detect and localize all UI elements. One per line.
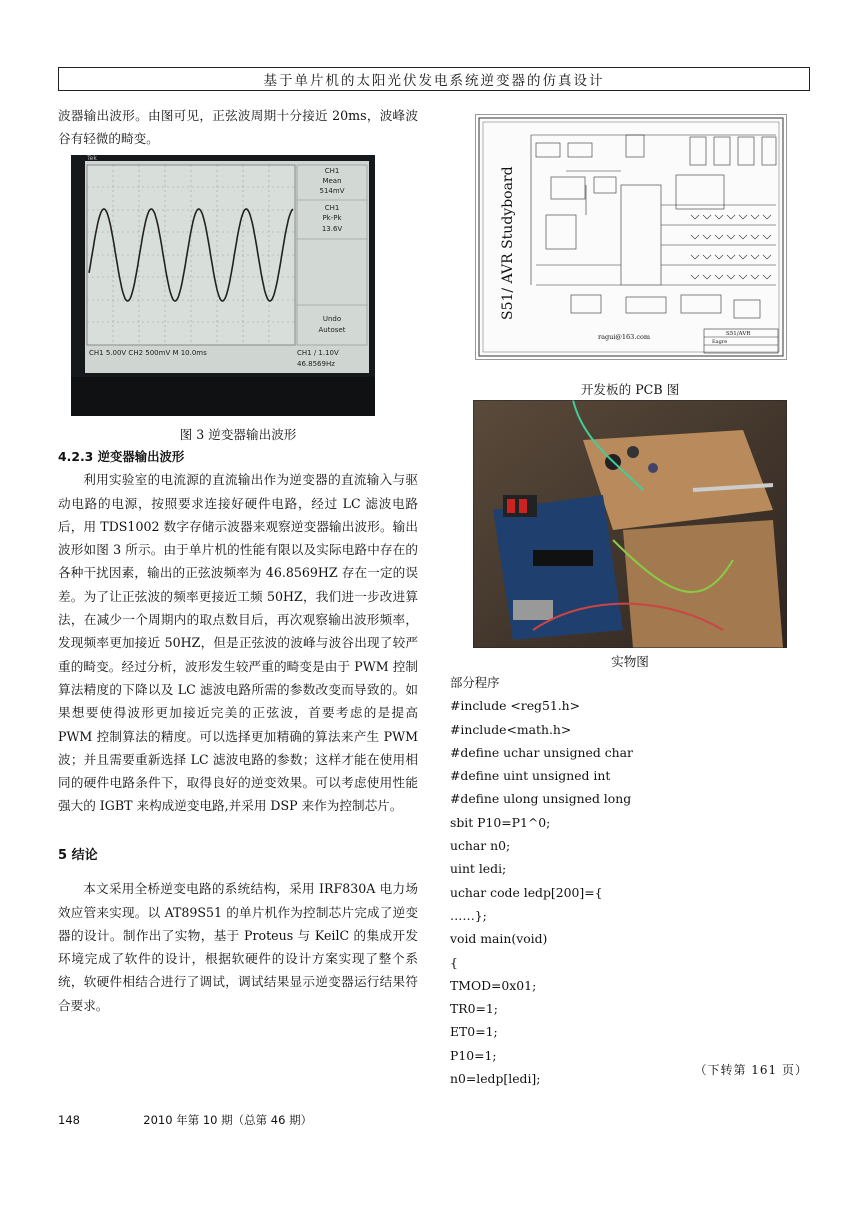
code-line: TR0=1; [450,1001,498,1017]
pcb-schematic [475,114,787,360]
figure3-caption: 图 3 逆变器输出波形 [179,427,297,442]
code-line: #include <reg51.h> [450,698,581,714]
section-423-body: 利用实验室的电流源的直流输出作为逆变器的直流输入与驱动电路的电源，按照要求连接好硬件电路，经过 LC 滤波电路后，用 TDS1002 数字存储示波器来观察逆变器输出波形。输出波形如图 3 所示。由于单片机的性能有限以及实际电路中存在的各种干扰因素，输出的正弦波频率为 46.8569HZ 存在一定的误差。为了让正弦波的频率更接近工频 50HZ，我们进一步改进算法，在减少一个周期内的取点数目后，再次观察输出波形频率，发现频率更加接近 50HZ，但是正弦波的波峰与波谷出现了较严重的畸变。经过分析，波形发生较严重的畸变是由于 PWM 控制算法精度的下降以及 LC 滤波电路所需的参数改变而导致的。如果想要使得波形更加接近完美的正弦波，首要考虑的是提高 PWM 控制算法的精度。可以选择更加精确的算法来产生 PWM 波；并且需要重新选择 LC 滤波电路的参数；这样才能在使用相同的硬件电路条件下，取得良好的逆变效果。可以考虑使用性能强大的 IGBT 来构成逆变电路,并采用 DSP 来作为控制芯片。 [58,472,418,814]
page-footer [58,1112,312,1128]
code-line: #define uchar unsigned char [450,744,633,760]
pcb-email: ragui@163.com [598,333,651,341]
code-line: ……}; [450,907,487,923]
code-line: n0=ledp[ledi]; [450,1071,541,1087]
code-line: void main(void) [450,931,548,947]
scope-bottom-readout: CH1 5.00V CH2 500mV M 10.0ms [89,349,207,357]
page-number: 148 [58,1113,80,1127]
scope-mean-value: 514mV [319,187,345,195]
oscilloscope-photo [71,155,375,416]
section-5-body: 本文采用全桥逆变电路的系统结构，采用 IRF830A 电力场效应管来实现。以 AT89S51 的单片机作为控制芯片完成了逆变器的设计。制作出了实物，基于 Proteus 与 KeilC 的集成开发环境完成了软件的设计，根据软硬件的设计方案实现了整个系统，软硬件相结合进行了调试，调试结果显示逆变器运行结果符合要求。 [58,881,418,1013]
scope-pkpk-label: Pk-Pk [322,214,342,222]
pcb-titleblock-name: S51/AVR [726,331,751,337]
pcb-drawing [476,115,786,359]
scope-ch1-label: CH1 [324,167,340,175]
code-line: { [450,954,458,970]
code-line: P10=1; [450,1047,497,1063]
code-line: sbit P10=P1^0; [450,814,551,830]
scope-pkpk-value: 13.6V [321,225,343,233]
pcb-caption: 开发板的 PCB 图 [580,382,680,397]
scope-freq-readout: 46.8569Hz [297,360,335,368]
code-line: #include<math.h> [450,721,572,737]
pcb-brand-text: S51/ AVR Studyboard [500,166,516,320]
scope-mean-label: Mean [322,177,342,185]
oscilloscope-screen [71,155,375,416]
code-line: uchar n0; [450,838,511,854]
intro-paragraph: 波器输出波形。由图可见，正弦波周期十分接近 20ms，波峰波谷有轻微的畸变。 [58,108,418,147]
code-line: TMOD=0x01; [450,977,537,993]
code-line: uchar code ledp[200]={ [450,884,603,900]
code-line: uint ledi; [450,861,507,877]
scope-undo-label: Undo [322,315,342,323]
scope-ch1b-label: CH1 [324,204,340,212]
hardware-photo-drawing [473,400,787,648]
running-header [58,67,810,91]
section-5 [58,844,418,1017]
scope-trigger-readout: CH1 ∕ 1.10V [297,349,339,357]
code-line: #define ulong unsigned long [450,791,632,807]
scope-autoset-label: Autoset [318,326,346,334]
scope-brand: Tek [87,155,97,162]
code-line: ET0=1; [450,1024,498,1040]
code-title: 部分程序 [450,675,500,690]
intro-paragraph-block [58,104,418,151]
continued-note: （下转第 161 页） [694,1063,808,1077]
section-5-title: 5 结论 [58,848,98,863]
issue-info: 2010 年第 10 期（总第 46 期） [143,1113,313,1127]
section-423-title: 4.2.3 逆变器输出波形 [58,449,185,464]
code-block [450,671,810,1090]
running-header-title: 基于单片机的太阳光伏发电系统逆变器的仿真设计 [263,73,605,89]
pcb-titleblock-sub: Eagre [712,339,728,345]
code-line: #define uint unsigned int [450,768,611,784]
hardware-photo [473,400,787,648]
photo-caption: 实物图 [611,654,649,669]
section-423 [58,445,418,818]
